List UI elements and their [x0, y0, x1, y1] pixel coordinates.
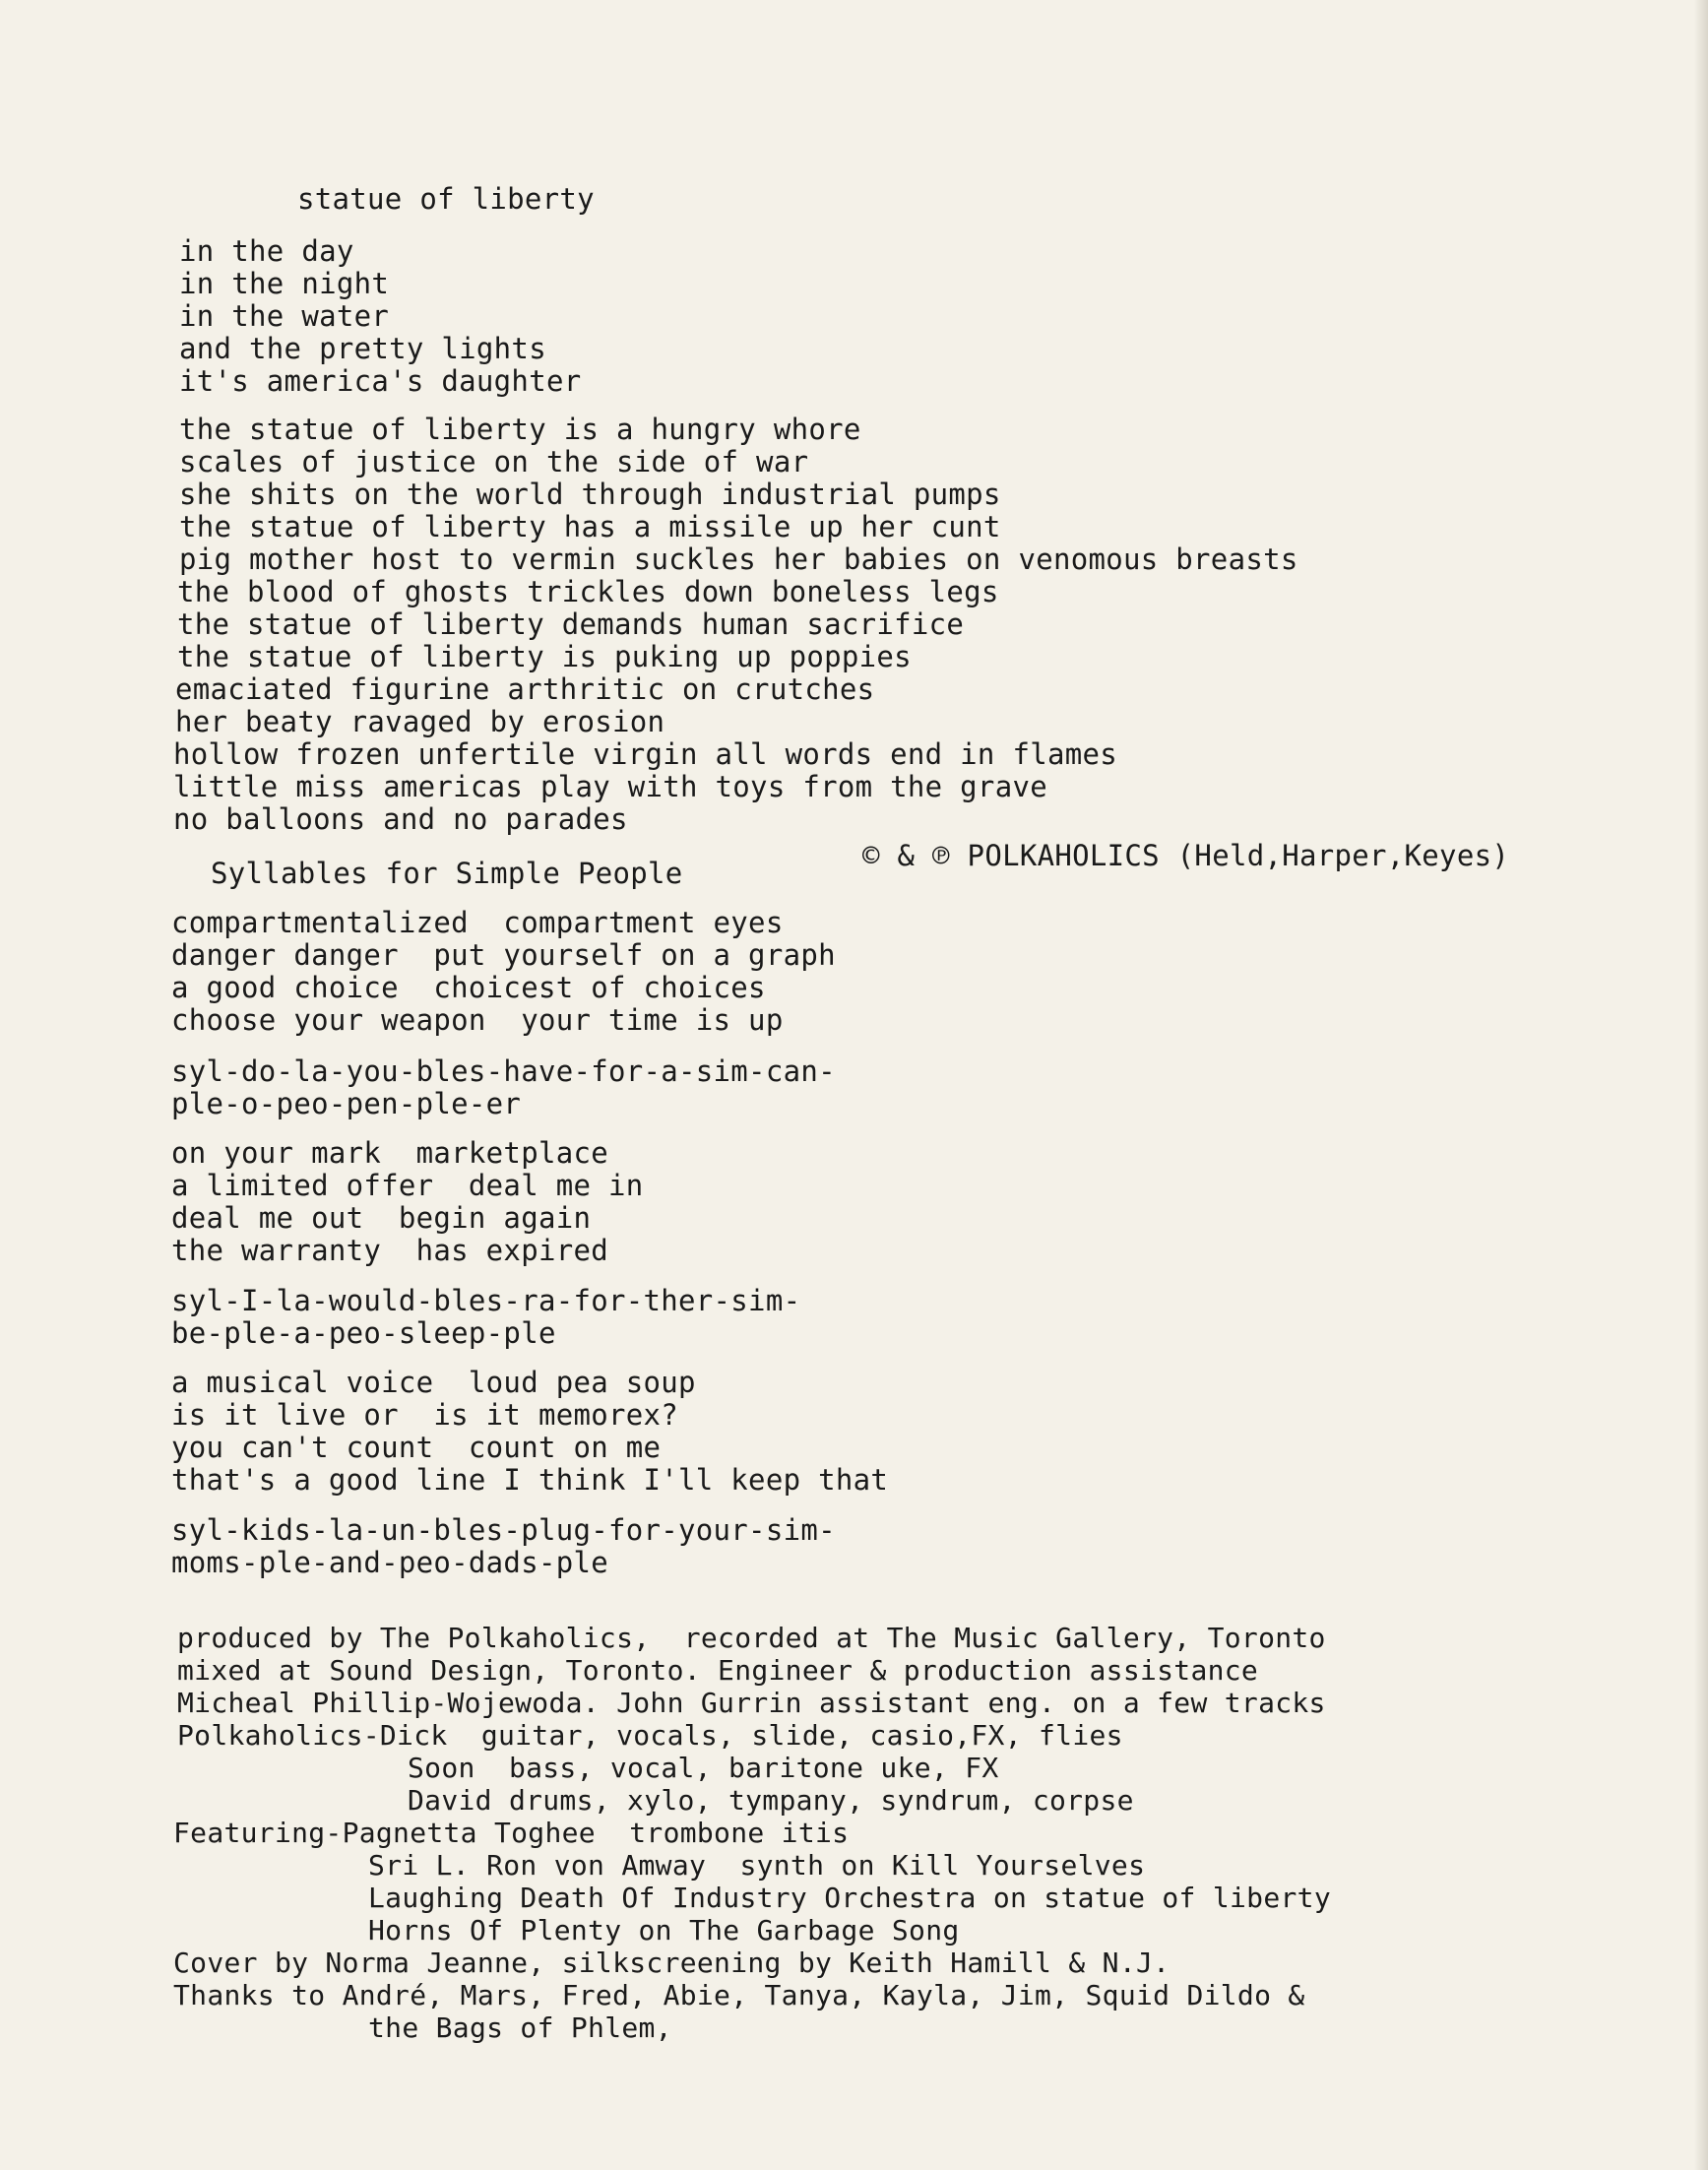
credits-line: mixed at Sound Design, Toronto. Engineer & production assistance: [177, 1654, 1259, 1687]
poem-line: it's america's daughter: [179, 364, 582, 398]
poem-line: a limited offer deal me in: [171, 1169, 644, 1202]
poem-line: moms-ple-and-peo-dads-ple: [171, 1546, 608, 1579]
poem-line: the statue of liberty is a hungry whore: [179, 413, 861, 446]
poem-line: in the water: [179, 299, 390, 333]
poem-line: ple-o-peo-pen-ple-er: [171, 1087, 522, 1120]
credits-line: the Bags of Phlem,: [368, 2011, 672, 2044]
poem-line: she shits on the world through industrial pumps: [179, 478, 1001, 511]
credits-line: Laughing Death Of Industry Orchestra on statue of liberty: [368, 1882, 1331, 1914]
credits-line: produced by The Polkaholics, recorded at The Music Gallery, Toronto: [177, 1622, 1326, 1654]
poem-title-syllables: Syllables for Simple People: [211, 857, 683, 890]
poem-line: you can't count count on me: [171, 1431, 662, 1464]
poem-line: deal me out begin again: [171, 1201, 592, 1235]
credits-line: Micheal Phillip-Wojewoda. John Gurrin assistant eng. on a few tracks: [177, 1687, 1326, 1719]
poem-line: the warranty has expired: [171, 1234, 608, 1267]
credits-line: Cover by Norma Jeanne, silkscreening by Keith Hamill & N.J.: [173, 1947, 1170, 1979]
credits-line: David drums, xylo, tympany, syndrum, corpse: [408, 1784, 1134, 1817]
poem-line: syl-kids-la-un-bles-plug-for-your-sim-: [171, 1513, 836, 1547]
credits-line: Featuring-Pagnetta Toghee trombone itis: [173, 1817, 850, 1849]
credits-line: Polkaholics-Dick guitar, vocals, slide, casio,FX, flies: [177, 1719, 1123, 1752]
poem-line: compartmentalized compartment eyes: [171, 906, 784, 939]
poem-line: danger danger put yourself on a graph: [171, 938, 836, 972]
poem-line: syl-I-la-would-bles-ra-for-ther-sim-: [171, 1284, 801, 1317]
poem-line: pig mother host to vermin suckles her babies on venomous breasts: [179, 542, 1298, 576]
poem-line: emaciated figurine arthritic on crutches: [175, 672, 875, 706]
paper-edge-shadow: [1694, 0, 1708, 2170]
poem-line: on your mark marketplace: [171, 1136, 608, 1170]
poem-line: and the pretty lights: [179, 332, 546, 365]
poem-line: no balloons and no parades: [173, 802, 628, 836]
poem-line: the statue of liberty has a missile up her cunt: [179, 510, 1001, 543]
poem-line: scales of justice on the side of war: [179, 445, 809, 479]
poem-line: hollow frozen unfertile virgin all words end in flames: [173, 737, 1118, 771]
poem-line: a good choice choicest of choices: [171, 971, 766, 1004]
poem-line: that's a good line I think I'll keep that: [171, 1463, 889, 1497]
poem-line: syl-do-la-you-bles-have-for-a-sim-can-: [171, 1054, 836, 1088]
poem-line: is it live or is it memorex?: [171, 1398, 679, 1432]
poem-title-statue-of-liberty: statue of liberty: [297, 182, 595, 216]
poem-line: choose your weapon your time is up: [171, 1003, 784, 1037]
poem-line: the blood of ghosts trickles down boneless legs: [177, 575, 999, 608]
poem-line: her beaty ravaged by erosion: [175, 705, 665, 738]
poem-line: be-ple-a-peo-sleep-ple: [171, 1316, 556, 1350]
copyright-notice: © & ℗ POLKAHOLICS (Held,Harper,Keyes): [862, 839, 1510, 872]
credits-line: Soon bass, vocal, baritone uke, FX: [408, 1752, 999, 1784]
credits-line: Thanks to André, Mars, Fred, Abie, Tanya, Kayla, Jim, Squid Dildo &: [173, 1979, 1305, 2011]
credits-line: Sri L. Ron von Amway synth on Kill Yourselves: [368, 1849, 1146, 1882]
poem-line: a musical voice loud pea soup: [171, 1366, 696, 1399]
credits-line: Horns Of Plenty on The Garbage Song: [368, 1914, 960, 1947]
poem-line: the statue of liberty demands human sacrifice: [177, 607, 965, 641]
poem-line: in the day: [179, 234, 354, 268]
poem-line: the statue of liberty is puking up poppies: [177, 640, 912, 673]
poem-line: little miss americas play with toys from the grave: [173, 770, 1047, 803]
poem-line: in the night: [179, 267, 390, 300]
